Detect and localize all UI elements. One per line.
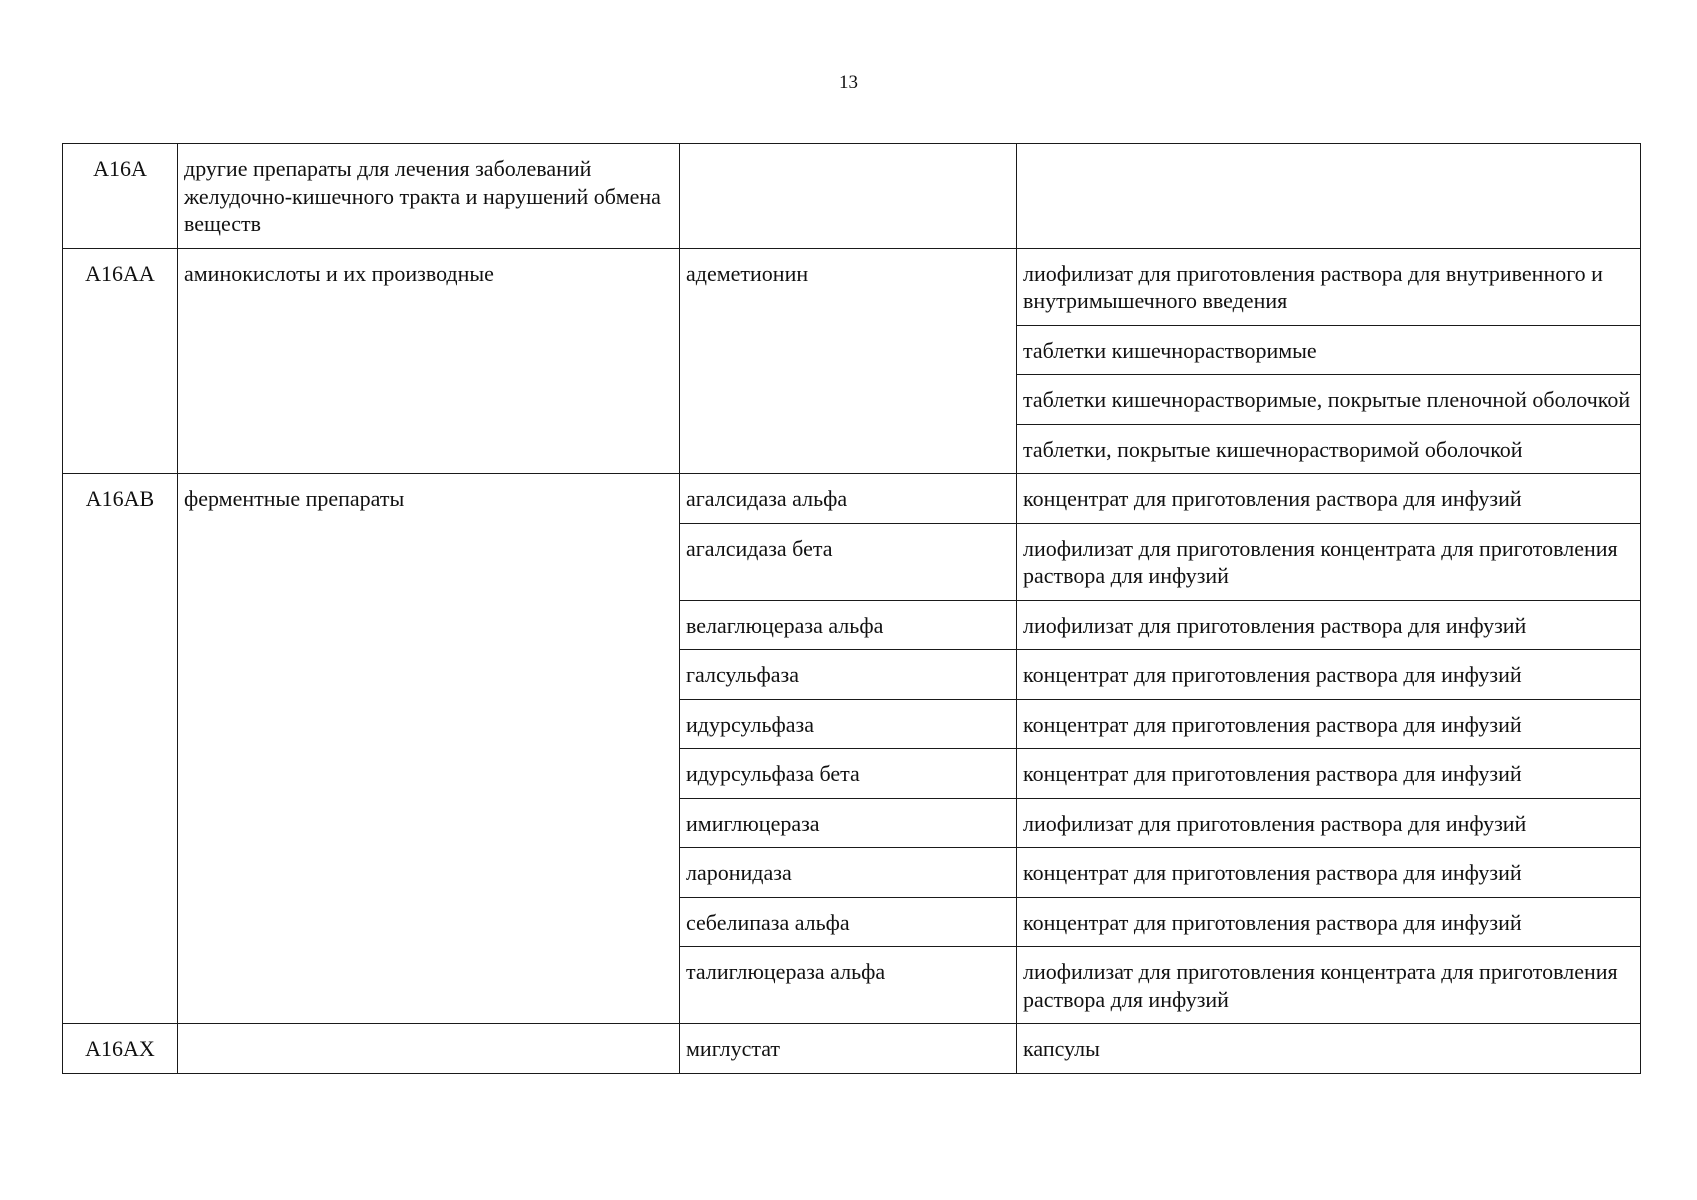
atc-code-cell: A16A xyxy=(63,144,178,249)
table-row xyxy=(63,144,1641,249)
dosage-form-cell: таблетки, покрытые кишечнорастворимой оболочкой xyxy=(1017,424,1641,474)
group-description-cell xyxy=(178,1024,680,1074)
drug-name-cell: имиглюцераза xyxy=(680,798,1017,848)
dosage-form-cell: концентрат для приготовления раствора для инфузий xyxy=(1017,749,1641,799)
group-description-cell: ферментные препараты xyxy=(178,474,680,1024)
dosage-form-cell: лиофилизат для приготовления концентрата для приготовления раствора для инфузий xyxy=(1017,523,1641,600)
drug-name-cell: ларонидаза xyxy=(680,848,1017,898)
atc-code-cell: A16AX xyxy=(63,1024,178,1074)
dosage-form-cell: таблетки кишечнорастворимые xyxy=(1017,325,1641,375)
drug-name-cell: идурсульфаза xyxy=(680,699,1017,749)
dosage-form-cell: концентрат для приготовления раствора для инфузий xyxy=(1017,699,1641,749)
drug-name-cell: галсульфаза xyxy=(680,650,1017,700)
dosage-form-cell: концентрат для приготовления раствора для инфузий xyxy=(1017,650,1641,700)
drug-name-cell: идурсульфаза бета xyxy=(680,749,1017,799)
drug-name-cell: велаглюцераза альфа xyxy=(680,600,1017,650)
dosage-form-cell: лиофилизат для приготовления раствора для инфузий xyxy=(1017,600,1641,650)
dosage-form-cell: концентрат для приготовления раствора для инфузий xyxy=(1017,848,1641,898)
table-body xyxy=(63,144,1641,1074)
group-description-cell: аминокислоты и их производные xyxy=(178,248,680,474)
drug-classification-table xyxy=(62,143,1641,1074)
page-number: 13 xyxy=(839,72,858,93)
table-row xyxy=(63,248,1641,325)
drug-name-cell: агалсидаза альфа xyxy=(680,474,1017,524)
atc-code-cell: A16AA xyxy=(63,248,178,474)
table-row xyxy=(63,474,1641,524)
dosage-form-cell: лиофилизат для приготовления концентрата для приготовления раствора для инфузий xyxy=(1017,947,1641,1024)
drug-name-cell: адеметионин xyxy=(680,248,1017,474)
dosage-form-cell: концентрат для приготовления раствора для инфузий xyxy=(1017,474,1641,524)
dosage-form-cell: лиофилизат для приготовления раствора для внутривенного и внутримышечного введения xyxy=(1017,248,1641,325)
drug-name-cell: талиглюцераза альфа xyxy=(680,947,1017,1024)
dosage-form-cell xyxy=(1017,144,1641,249)
group-description-cell: другие препараты для лечения заболеваний желудочно-кишечного тракта и нарушений обмена веществ xyxy=(178,144,680,249)
dosage-form-cell: капсулы xyxy=(1017,1024,1641,1074)
dosage-form-cell: лиофилизат для приготовления раствора для инфузий xyxy=(1017,798,1641,848)
drug-name-cell xyxy=(680,144,1017,249)
atc-code-cell: A16AB xyxy=(63,474,178,1024)
dosage-form-cell: концентрат для приготовления раствора для инфузий xyxy=(1017,897,1641,947)
drug-name-cell: агалсидаза бета xyxy=(680,523,1017,600)
dosage-form-cell: таблетки кишечнорастворимые, покрытые пленочной оболочкой xyxy=(1017,375,1641,425)
table-row xyxy=(63,1024,1641,1074)
drug-name-cell: себелипаза альфа xyxy=(680,897,1017,947)
drug-name-cell: миглустат xyxy=(680,1024,1017,1074)
